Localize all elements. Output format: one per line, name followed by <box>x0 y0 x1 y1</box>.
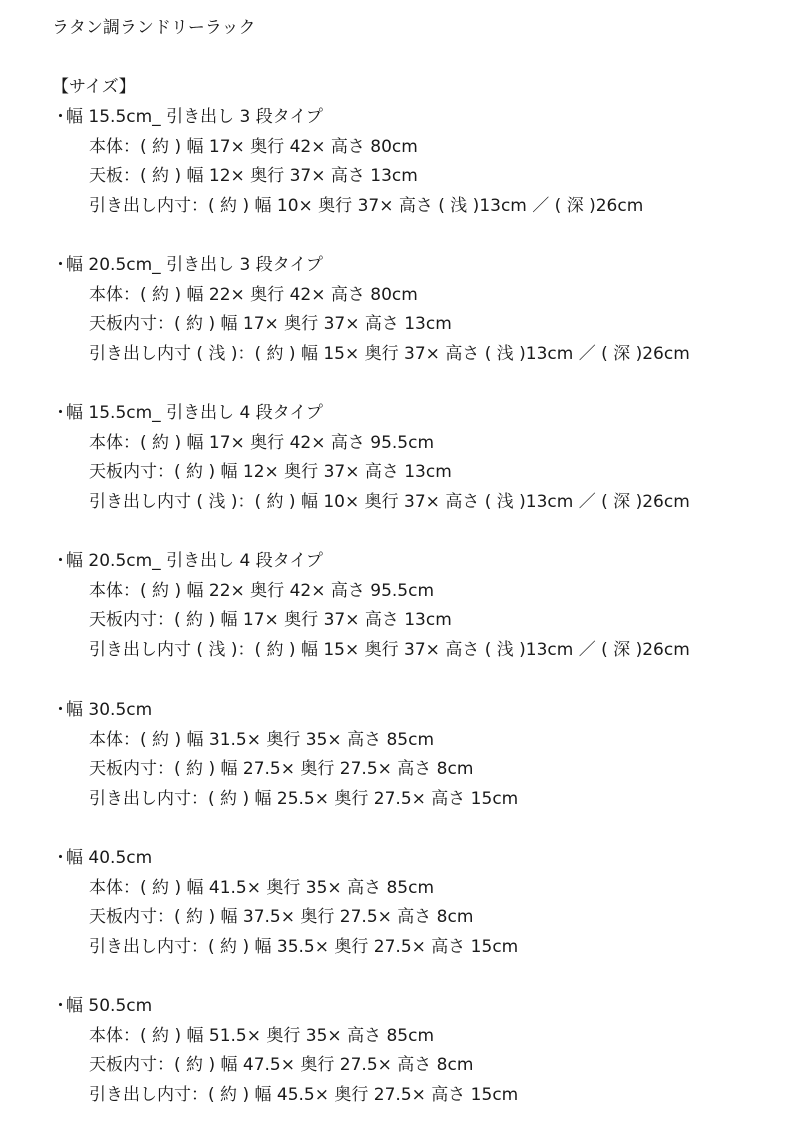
dimension-line: 天板：( 約 ) 幅 12× 奥行 37× 高さ 13cm <box>89 166 418 187</box>
size-group <box>52 399 782 517</box>
dimension-line: 天板内寸：( 約 ) 幅 12× 奥行 37× 高さ 13cm <box>89 462 452 483</box>
dimension-line: 天板内寸：( 約 ) 幅 27.5× 奥行 27.5× 高さ 8cm <box>89 759 474 780</box>
bullet-mark: ・ <box>52 996 69 1016</box>
dimension-line: 引き出し内寸：( 約 ) 幅 10× 奥行 37× 高さ ( 浅 )13cm ／ ( 深 )26cm <box>89 195 644 216</box>
group-heading-text: 幅 30.5cm <box>66 700 153 720</box>
group-heading-text: 幅 50.5cm <box>66 996 153 1016</box>
size-group <box>52 844 782 962</box>
group-heading-text: 幅 40.5cm <box>66 848 153 868</box>
size-group <box>52 547 782 665</box>
dimension-line: 天板内寸：( 約 ) 幅 37.5× 奥行 27.5× 高さ 8cm <box>89 907 474 928</box>
bullet-mark: ・ <box>52 255 69 275</box>
bullet-mark: ・ <box>52 107 69 127</box>
group-heading <box>52 696 782 726</box>
group-heading <box>52 399 782 429</box>
dimension-line: 本体：( 約 ) 幅 31.5× 奥行 35× 高さ 85cm <box>89 729 435 750</box>
bullet-mark: ・ <box>52 551 69 571</box>
dimension-line: 本体：( 約 ) 幅 41.5× 奥行 35× 高さ 85cm <box>89 877 435 898</box>
group-heading-text: 幅 20.5cm_ 引き出し 4 段タイプ <box>66 551 323 571</box>
dimension-line: 引き出し内寸 ( 浅 )：( 約 ) 幅 15× 奥行 37× 高さ ( 浅 )13cm ／ ( 深 )26cm <box>89 343 690 364</box>
group-heading <box>52 547 782 577</box>
dimension-line: 本体：( 約 ) 幅 17× 奥行 42× 高さ 95.5cm <box>89 432 435 453</box>
dimension-line: 本体：( 約 ) 幅 17× 奥行 42× 高さ 80cm <box>89 136 418 157</box>
size-group <box>52 251 782 369</box>
bullet-mark: ・ <box>52 403 69 423</box>
bullet-mark: ・ <box>52 848 69 868</box>
bullet-mark: ・ <box>52 700 69 720</box>
dimension-line: 本体：( 約 ) 幅 22× 奥行 42× 高さ 80cm <box>89 284 418 305</box>
size-group <box>52 103 782 221</box>
group-heading-text: 幅 15.5cm_ 引き出し 4 段タイプ <box>66 403 323 423</box>
group-heading <box>52 103 782 133</box>
document-title: ラタン調ランドリーラック <box>52 18 256 38</box>
dimension-line: 本体：( 約 ) 幅 51.5× 奥行 35× 高さ 85cm <box>89 1025 435 1046</box>
dimension-line: 引き出し内寸：( 約 ) 幅 45.5× 奥行 27.5× 高さ 15cm <box>89 1084 519 1105</box>
group-heading <box>52 992 782 1022</box>
dimension-line: 引き出し内寸：( 約 ) 幅 25.5× 奥行 27.5× 高さ 15cm <box>89 788 519 809</box>
group-heading <box>52 844 782 874</box>
group-heading-text: 幅 20.5cm_ 引き出し 3 段タイプ <box>66 255 323 275</box>
dimension-line: 天板内寸：( 約 ) 幅 47.5× 奥行 27.5× 高さ 8cm <box>89 1055 474 1076</box>
size-section-label: 【サイズ】 <box>52 77 136 97</box>
dimension-line: 本体：( 約 ) 幅 22× 奥行 42× 高さ 95.5cm <box>89 580 435 601</box>
dimension-line: 天板内寸：( 約 ) 幅 17× 奥行 37× 高さ 13cm <box>89 314 452 335</box>
dimension-line: 天板内寸：( 約 ) 幅 17× 奥行 37× 高さ 13cm <box>89 610 452 631</box>
size-group <box>52 992 782 1110</box>
dimension-line: 引き出し内寸 ( 浅 )：( 約 ) 幅 10× 奥行 37× 高さ ( 浅 )13cm ／ ( 深 )26cm <box>89 491 690 512</box>
dimension-line: 引き出し内寸：( 約 ) 幅 35.5× 奥行 27.5× 高さ 15cm <box>89 936 519 957</box>
dimension-line: 引き出し内寸 ( 浅 )：( 約 ) 幅 15× 奥行 37× 高さ ( 浅 )13cm ／ ( 深 )26cm <box>89 639 690 660</box>
size-group <box>52 696 782 814</box>
group-heading-text: 幅 15.5cm_ 引き出し 3 段タイプ <box>66 107 323 127</box>
group-heading <box>52 251 782 281</box>
